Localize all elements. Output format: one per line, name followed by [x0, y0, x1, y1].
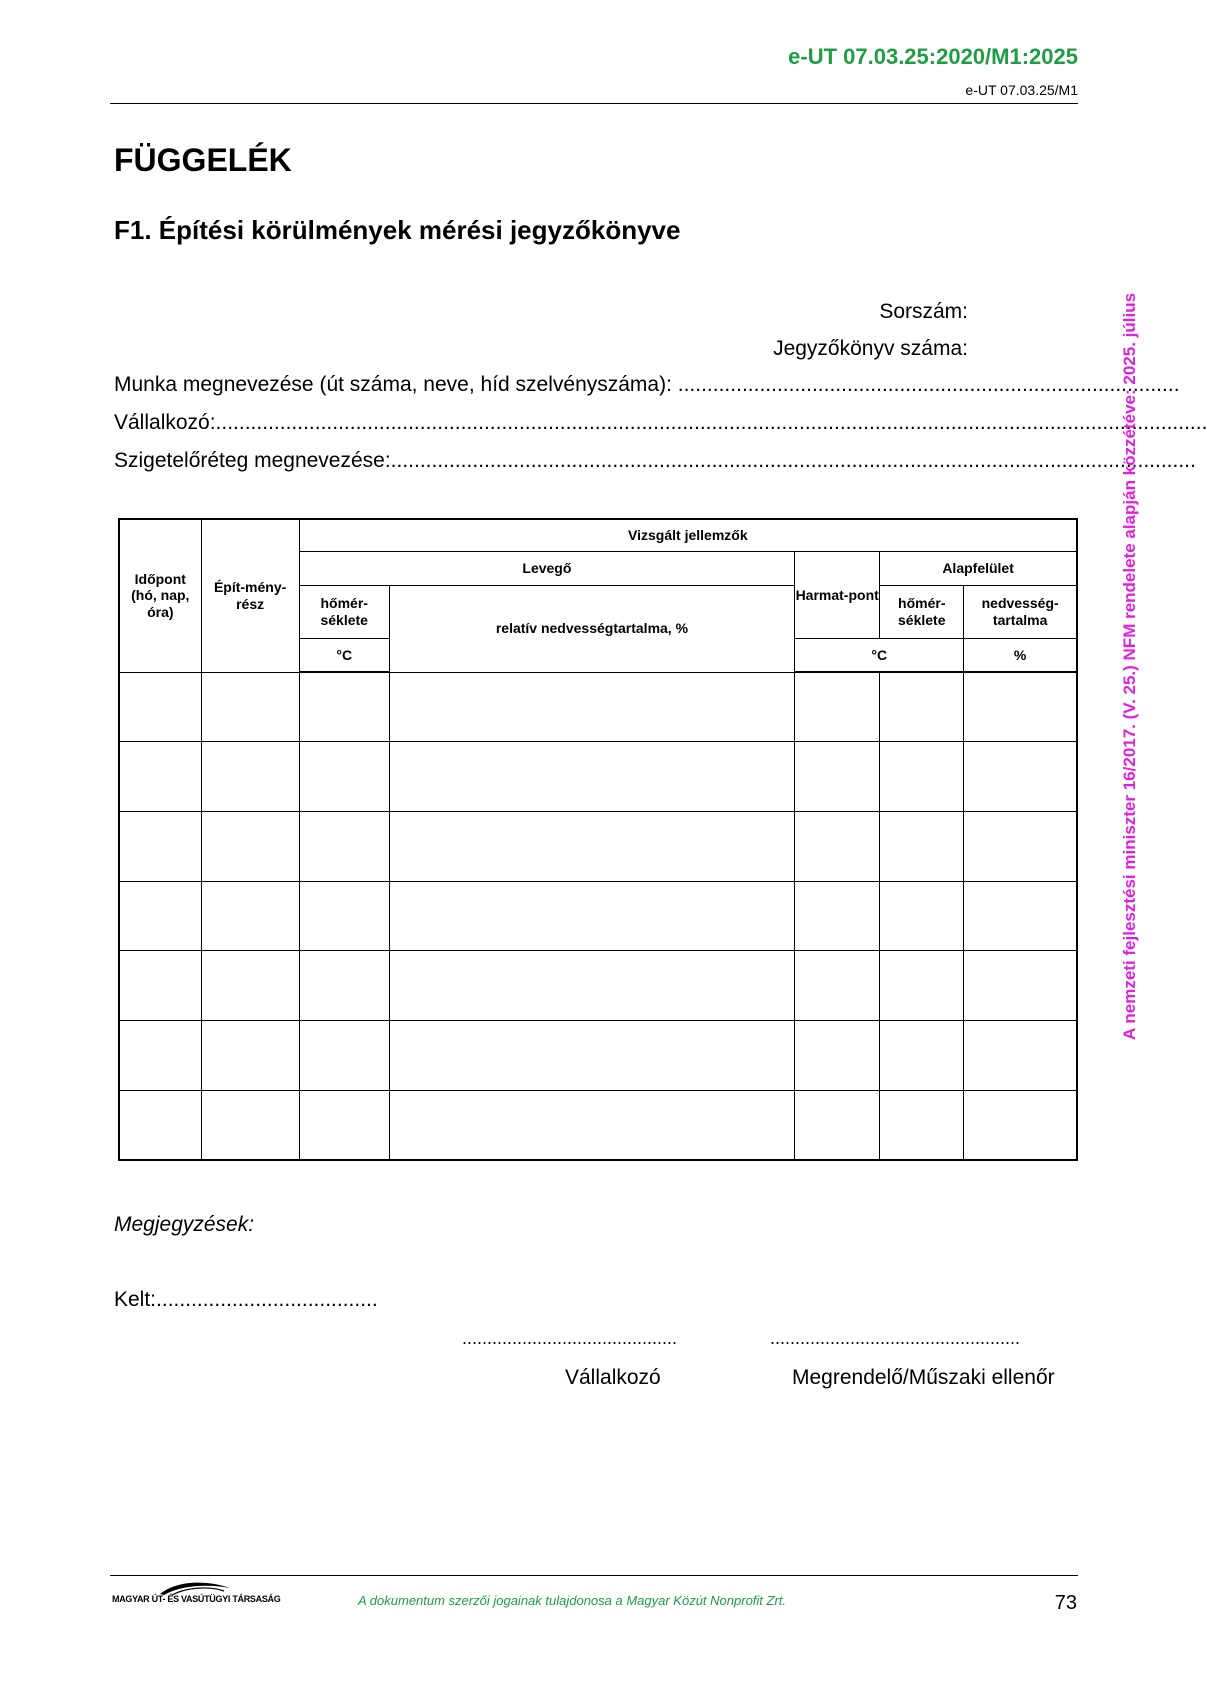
section-title: F1. Építési körülmények mérési jegyzőkönyve [114, 215, 681, 245]
table-row [119, 811, 1077, 881]
table-cell[interactable] [201, 742, 299, 812]
table-cell[interactable] [389, 811, 794, 881]
table-cell[interactable] [201, 881, 299, 951]
unit-air-celsius: °C [299, 638, 389, 672]
header-structure-part: Épít-mény-rész [201, 519, 299, 672]
header-surface-temperature: hőmér-séklete [880, 586, 964, 639]
table-cell[interactable] [119, 881, 201, 951]
table-cell[interactable] [119, 811, 201, 881]
table-cell[interactable] [964, 1021, 1077, 1091]
table-row [119, 1090, 1077, 1160]
document-code: e-UT 07.03.25:2020/M1:2025 [788, 44, 1078, 69]
record-number-label: Jegyzőkönyv száma: [773, 337, 968, 360]
table-cell[interactable] [389, 881, 794, 951]
header-air-temperature: hőmér-séklete [299, 586, 389, 639]
table-cell[interactable] [201, 811, 299, 881]
client-signature-line: .................................................. [770, 1328, 1021, 1348]
table-cell[interactable] [201, 672, 299, 742]
table-cell[interactable] [880, 811, 964, 881]
table-cell[interactable] [119, 672, 201, 742]
table-cell[interactable] [964, 881, 1077, 951]
notes-label: Megjegyzések: [114, 1213, 255, 1236]
work-name-field: Munka megnevezése (út száma, neve, híd szelvényszáma): ...................................................................................... [114, 373, 1180, 396]
header-dew-point: Harmat-pont [795, 552, 880, 639]
table-cell[interactable] [964, 742, 1077, 812]
header-surface-moisture: nedvesség-tartalma [964, 586, 1077, 639]
header-air: Levegő [299, 552, 794, 586]
table-cell[interactable] [795, 951, 880, 1021]
table-cell[interactable] [389, 672, 794, 742]
table-cell[interactable] [201, 1090, 299, 1160]
header-tested-properties: Vizsgált jellemzők [299, 519, 1077, 552]
measurement-table [118, 518, 1078, 1161]
header-air-humidity: relatív nedvességtartalma, % [389, 586, 794, 673]
table-cell[interactable] [880, 1090, 964, 1160]
society-logo-text: MAGYAR ÚT- ÉS VASÚTÜGYI TÁRSASÁG [112, 1594, 281, 1604]
table-cell[interactable] [201, 951, 299, 1021]
table-row [119, 951, 1077, 1021]
page-title: FÜGGELÉK [114, 142, 292, 178]
table-cell[interactable] [119, 951, 201, 1021]
contractor-signature-line: ........................................... [462, 1328, 678, 1348]
table-row [119, 742, 1077, 812]
table-cell[interactable] [964, 1090, 1077, 1160]
table-cell[interactable] [880, 742, 964, 812]
date-line: Kelt:...................................... [114, 1288, 378, 1311]
footer-rule [110, 1575, 1078, 1576]
table-cell[interactable] [299, 881, 389, 951]
table-cell[interactable] [795, 672, 880, 742]
header-rule [110, 103, 1078, 104]
table-cell[interactable] [964, 811, 1077, 881]
table-cell[interactable] [119, 742, 201, 812]
table-cell[interactable] [795, 881, 880, 951]
table-cell[interactable] [880, 881, 964, 951]
table-cell[interactable] [389, 742, 794, 812]
page-number: 73 [1054, 1592, 1077, 1614]
table-cell[interactable] [299, 1090, 389, 1160]
contractor-field: Vállalkozó:.......................................................................................................................................................................... [114, 411, 1207, 434]
client-signature-label: Megrendelő/Műszaki ellenőr [792, 1366, 1055, 1389]
table-cell[interactable] [880, 1021, 964, 1091]
table-cell[interactable] [299, 1021, 389, 1091]
table-cell[interactable] [299, 811, 389, 881]
header-time: Időpont (hó, nap, óra) [119, 519, 201, 672]
table-cell[interactable] [795, 1021, 880, 1091]
table-row [119, 881, 1077, 951]
table-cell[interactable] [964, 672, 1077, 742]
table-cell[interactable] [299, 951, 389, 1021]
unit-percent: % [964, 638, 1077, 672]
table-cell[interactable] [201, 1021, 299, 1091]
contractor-signature-label: Vállalkozó [565, 1366, 661, 1389]
footer-copyright: A dokumentum szerzői jogainak tulajdonosa a Magyar Közút Nonprofit Zrt. [358, 1593, 787, 1608]
header-surface: Alapfelület [880, 552, 1077, 586]
insulation-layer-field: Szigetelőréteg megnevezése:.......................................................................................................................................... [114, 449, 1196, 472]
table-cell[interactable] [880, 672, 964, 742]
table-cell[interactable] [795, 1090, 880, 1160]
table-cell[interactable] [119, 1090, 201, 1160]
table-cell[interactable] [299, 742, 389, 812]
table-cell[interactable] [299, 672, 389, 742]
table-cell[interactable] [389, 1090, 794, 1160]
table-row [119, 1021, 1077, 1091]
table-row [119, 672, 1077, 742]
table-cell[interactable] [880, 951, 964, 1021]
publication-side-note: A nemzeti fejlesztési miniszter 16/2017. (V. 25.) NFM rendelete alapján közzétéve: 2025. július [1120, 292, 1139, 1040]
table-cell[interactable] [389, 1021, 794, 1091]
serial-label: Sorszám: [879, 300, 968, 323]
table-cell[interactable] [119, 1021, 201, 1091]
unit-dew-surface-celsius: °C [795, 638, 964, 672]
table-cell[interactable] [795, 742, 880, 812]
table-cell[interactable] [964, 951, 1077, 1021]
document-code-short: e-UT 07.03.25/M1 [965, 82, 1078, 98]
table-cell[interactable] [795, 811, 880, 881]
table-cell[interactable] [389, 951, 794, 1021]
